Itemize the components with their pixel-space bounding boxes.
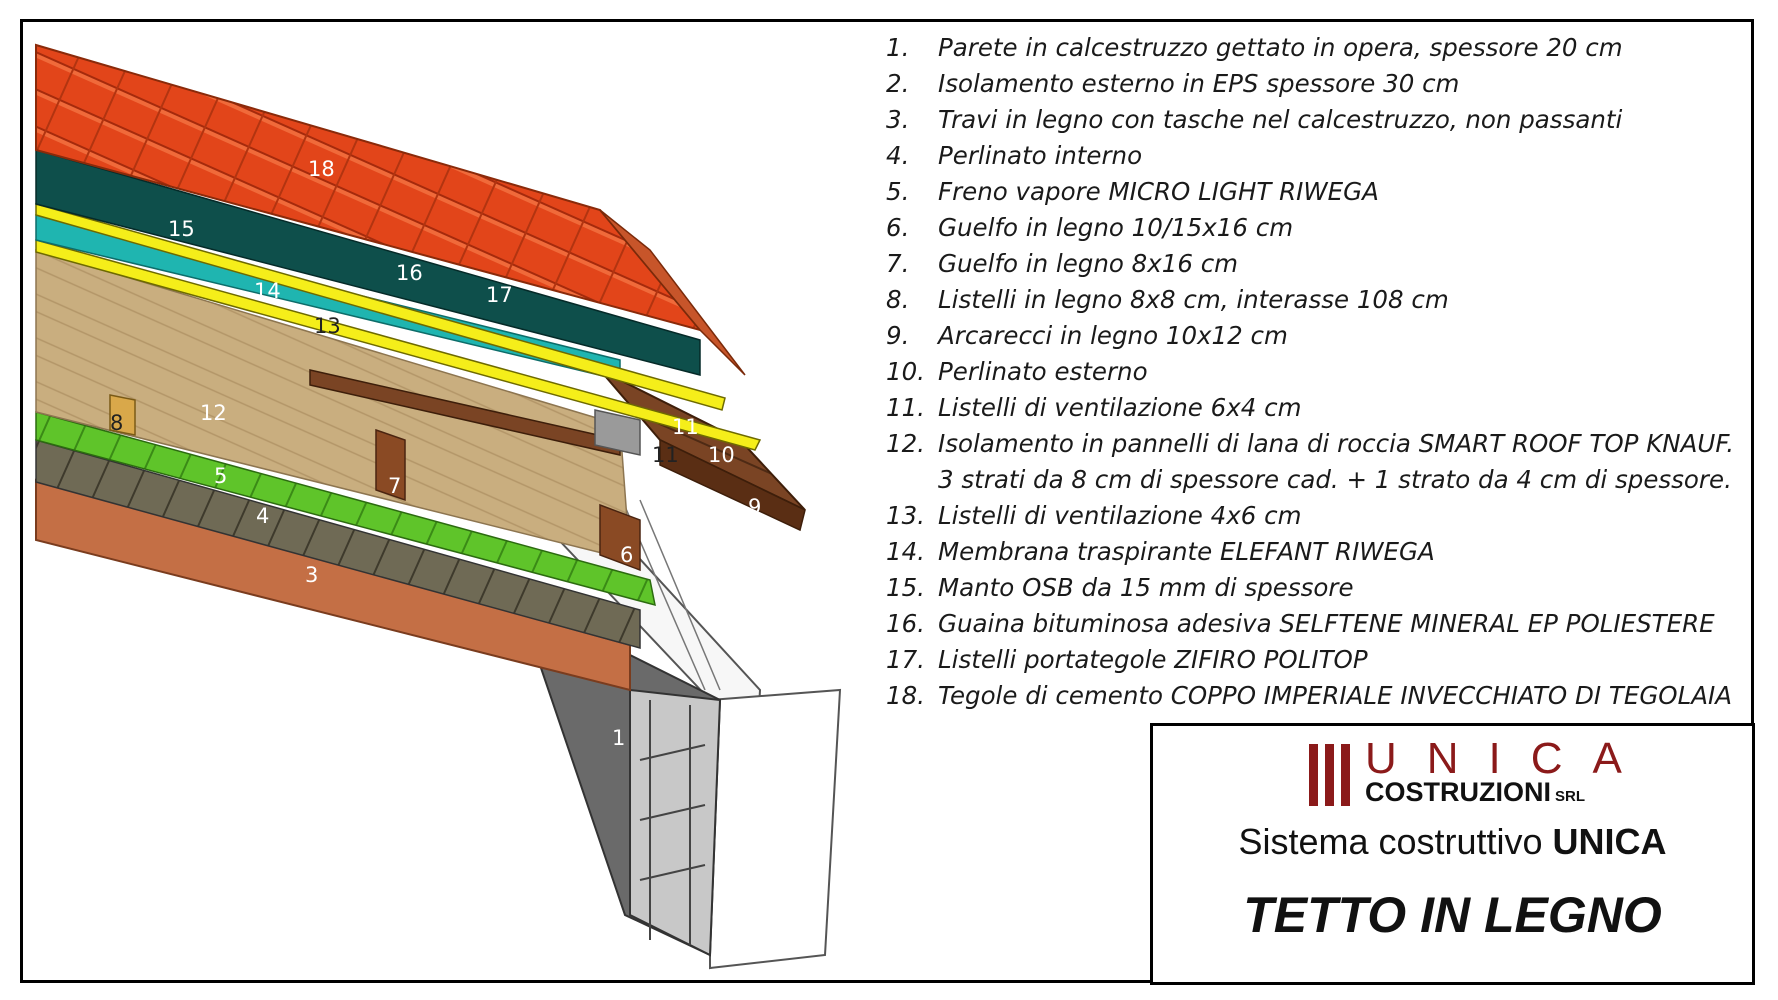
- legend-number: 18.: [886, 681, 925, 710]
- legend-item: [886, 174, 1756, 210]
- legend-item: [886, 606, 1756, 642]
- label-10: 10: [708, 443, 735, 467]
- label-6: 6: [620, 543, 634, 567]
- label-12: 12: [200, 401, 227, 425]
- legend-text: Guelfo in legno 10/15x16 cm: [938, 213, 1294, 242]
- legend-text: Guaina bituminosa adesiva SELFTENE MINERAL EP POLIESTERE: [938, 609, 1715, 638]
- legend-number: 16.: [886, 609, 925, 638]
- legend-text: Perlinato esterno: [938, 357, 1148, 386]
- legend-text: Manto OSB da 15 mm di spessore: [938, 573, 1354, 602]
- legend-item: [886, 138, 1756, 174]
- legend-text: Tegole di cemento COPPO IMPERIALE INVECCHIATO DI TEGOLAIA: [938, 681, 1732, 710]
- legend-item: [886, 390, 1756, 426]
- legend-text: Perlinato interno: [938, 141, 1143, 170]
- legend-text: Listelli portategole ZIFIRO POLITOP: [938, 645, 1368, 674]
- legend-item: [886, 498, 1756, 534]
- label-4: 4: [256, 504, 270, 528]
- legend-text: Membrana traspirante ELEFANT RIWEGA: [938, 537, 1435, 566]
- legend-number: 6.: [886, 213, 910, 242]
- legend-item: [886, 282, 1756, 318]
- legend-item: [886, 354, 1756, 390]
- label-5: 5: [214, 464, 228, 488]
- legend-item: [886, 318, 1756, 354]
- label-2: 2: [752, 619, 766, 643]
- legend-item: [886, 534, 1756, 570]
- label-17: 17: [486, 283, 513, 307]
- company-logo: [1309, 734, 1652, 812]
- logo-sub: COSTRUZIONI SRL: [1365, 777, 1585, 807]
- label-15: 15: [168, 217, 195, 241]
- legend-number: 5.: [886, 177, 910, 206]
- logo-bars-icon: [1309, 744, 1361, 806]
- logo-word: UNICA: [1365, 734, 1652, 783]
- label-11-top: 11: [672, 415, 699, 439]
- legend-text: Listelli di ventilazione 6x4 cm: [938, 393, 1302, 422]
- label-8: 8: [110, 411, 124, 435]
- legend-text: Listelli in legno 8x8 cm, interasse 108 cm: [938, 285, 1449, 314]
- legend-item: [886, 66, 1756, 102]
- legend-number: 8.: [886, 285, 910, 314]
- label-13: 13: [314, 314, 341, 338]
- legend-text: Guelfo in legno 8x16 cm: [938, 249, 1239, 278]
- logo-box: [1150, 723, 1755, 985]
- label-3: 3: [305, 563, 319, 587]
- page-title: TETTO IN LEGNO: [1243, 887, 1662, 943]
- legend-text: Parete in calcestruzzo gettato in opera, spessore 20 cm: [938, 33, 1623, 62]
- legend-number: 15.: [886, 573, 925, 602]
- legend-number: 7.: [886, 249, 910, 278]
- legend-number: 1.: [886, 33, 910, 62]
- legend-text: Isolamento esterno in EPS spessore 30 cm: [938, 69, 1460, 98]
- label-1: 1: [612, 726, 626, 750]
- legend-number: 3.: [886, 105, 910, 134]
- label-9: 9: [748, 495, 762, 519]
- label-18: 18: [308, 157, 335, 181]
- layer-legend: [886, 30, 1756, 714]
- label-11-bottom: 11: [652, 443, 679, 467]
- legend-text: Freno vapore MICRO LIGHT RIWEGA: [938, 177, 1379, 206]
- legend-item: [886, 30, 1756, 66]
- legend-text: Travi in legno con tasche nel calcestruzzo, non passanti: [938, 105, 1623, 134]
- legend-text: Listelli di ventilazione 4x6 cm: [938, 501, 1302, 530]
- legend-item: [886, 678, 1756, 714]
- legend-number: 12.: [886, 429, 925, 458]
- legend-text: Isolamento in pannelli di lana di roccia SMART ROOF TOP KNAUF. 3 strati da 8 cm di spessore cad. + 1 strato da 4 cm di spessore.: [938, 429, 1735, 494]
- legend-item: [886, 210, 1756, 246]
- concrete-wall-face: [630, 690, 720, 955]
- legend-item: [886, 246, 1756, 282]
- legend-number: 9.: [886, 321, 910, 350]
- label-16: 16: [396, 261, 423, 285]
- legend-number: 14.: [886, 537, 925, 566]
- legend-item: [886, 642, 1756, 678]
- legend-number: 2.: [886, 69, 910, 98]
- legend-item: [886, 426, 1756, 498]
- legend-number: 10.: [886, 357, 925, 386]
- label-14: 14: [254, 279, 281, 303]
- eps-insulation-face: [710, 690, 840, 968]
- legend-text: Arcarecci in legno 10x12 cm: [938, 321, 1288, 350]
- label-7: 7: [388, 474, 402, 498]
- legend-number: 17.: [886, 645, 925, 674]
- legend-number: 11.: [886, 393, 925, 422]
- system-caption: Sistema costruttivo UNICA: [1238, 821, 1667, 862]
- legend-number: 13.: [886, 501, 925, 530]
- legend-item: [886, 102, 1756, 138]
- legend-item: [886, 570, 1756, 606]
- legend-number: 4.: [886, 141, 910, 170]
